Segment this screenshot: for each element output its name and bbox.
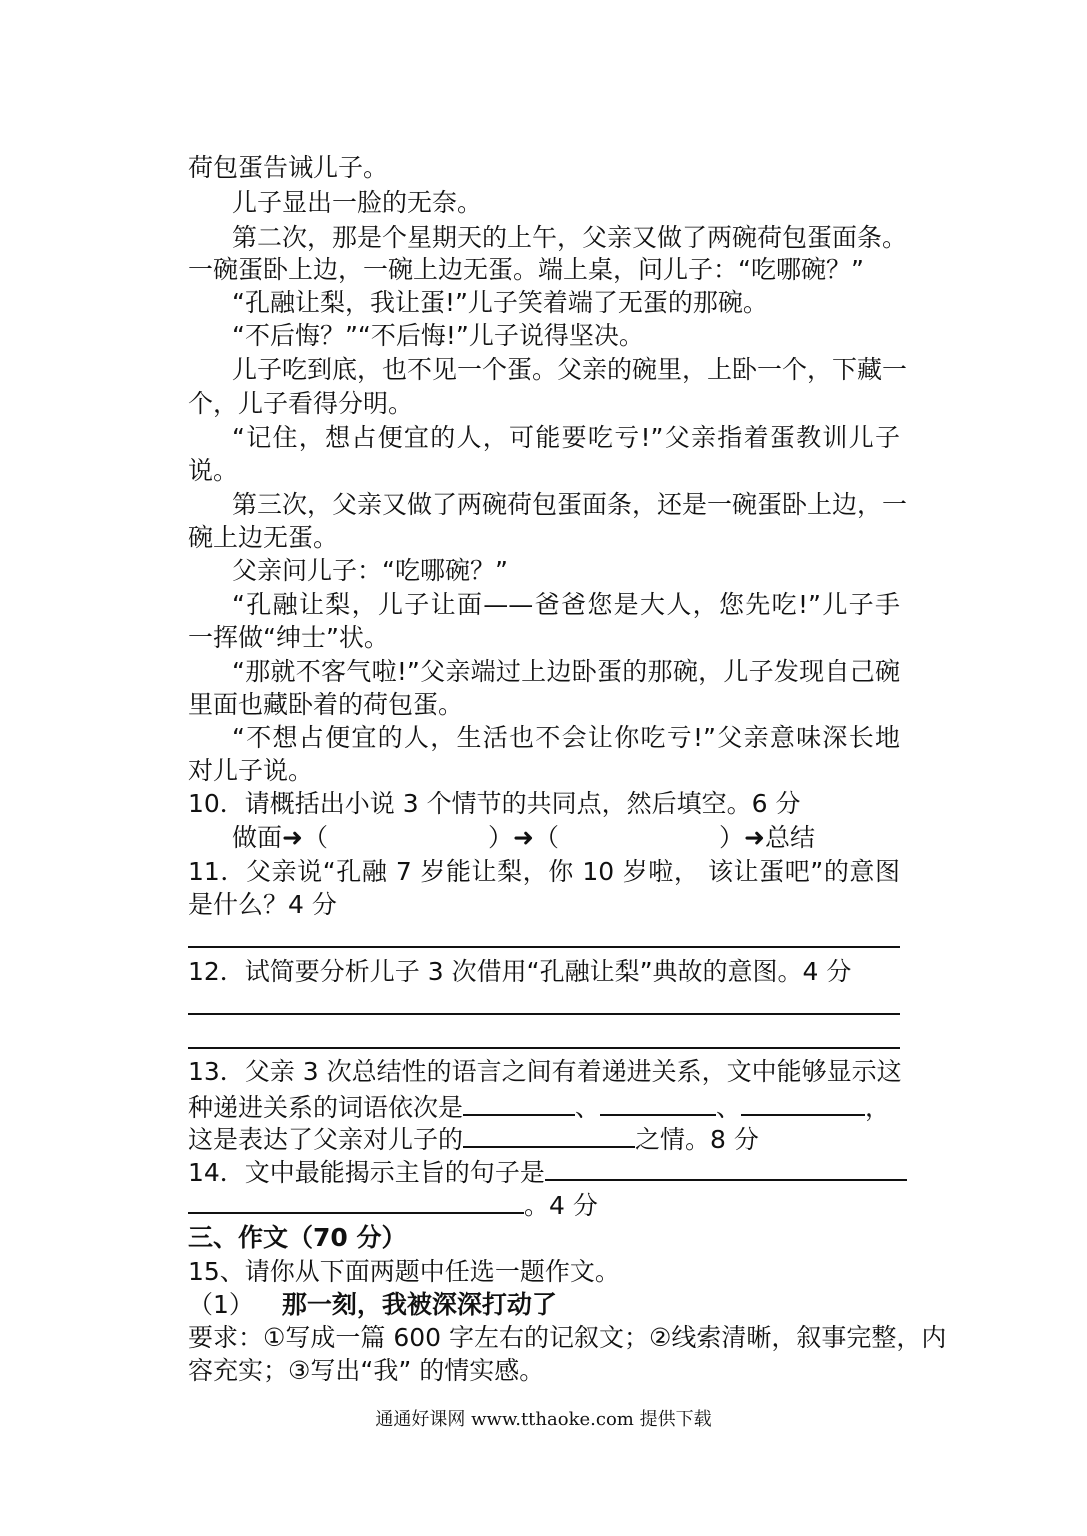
q13-prefix: 种递进关系的词语依次是 — [188, 1093, 464, 1122]
question-13-line1: 13．父亲 3 次总结性的语言之间有着递进关系，文中能够显示这 — [188, 1057, 902, 1086]
story-line: 第二次，那是个星期天的上午，父亲又做了两碗荷包蛋面条。 — [232, 223, 908, 252]
separator: 、 — [716, 1093, 742, 1122]
essay-topic — [188, 1289, 900, 1321]
question-13-line3 — [188, 1122, 900, 1154]
story-line: “那就不客气啦!”父亲端过上边卧蛋的那碗，儿子发现自己碗 — [232, 657, 900, 686]
arrow-icon: ➜ — [513, 823, 534, 852]
requirement-line2: 容充实；③写出“我” 的情实感。 — [188, 1356, 545, 1385]
topic-title: 那一刻，我被深深打动了 — [281, 1290, 557, 1319]
question-11-line2: 是什么？4 分 — [188, 890, 337, 919]
answer-blank-13c[interactable] — [741, 1090, 865, 1116]
story-line: “记住，想占便宜的人，可能要吃亏!”父亲指着蛋教训儿子 — [232, 423, 900, 452]
requirement-line1: 要求：①写成一篇 600 字左右的记叙文；②线索清晰，叙事完整，内 — [188, 1323, 947, 1352]
answer-blank-14a[interactable] — [545, 1155, 907, 1181]
story-line: “孔融让梨，儿子让面——爸爸您是大人，您先吃!”儿子手 — [232, 590, 900, 619]
story-line: 父亲问儿子：“吃哪碗？” — [232, 556, 508, 585]
story-line: 第三次，父亲又做了两碗荷包蛋面条，还是一碗蛋卧上边，一 — [232, 490, 908, 519]
story-line: 荷包蛋告诫儿子。 — [188, 153, 389, 182]
topic-number: （1） — [188, 1290, 254, 1319]
separator: 、 — [575, 1093, 601, 1122]
page-footer: 通通好课网 www.tthaoke.com 提供下载 — [375, 1409, 712, 1430]
question-14-cont — [188, 1188, 900, 1220]
answer-line-12b[interactable] — [188, 1047, 900, 1049]
question-13-line2 — [188, 1090, 900, 1122]
story-line: “不想占便宜的人，生活也不会让你吃亏!”父亲意味深长地 — [232, 723, 900, 752]
story-line: 说。 — [188, 456, 239, 485]
answer-blank-13b[interactable] — [600, 1090, 716, 1116]
q14-suffix: 。4 分 — [524, 1191, 598, 1220]
story-line: 个，儿子看得分明。 — [188, 389, 414, 418]
q13-prefix2: 这是表达了父亲对儿子的 — [188, 1125, 464, 1154]
paren-close: ） — [718, 823, 744, 852]
question-11-line1: 11．父亲说“孔融 7 岁能让梨，你 10 岁啦， 该让蛋吧”的意图 — [188, 857, 900, 886]
question-10-flow — [232, 822, 900, 854]
answer-blank-14b[interactable] — [188, 1188, 524, 1214]
story-line: 一挥做“绅士”状。 — [188, 623, 389, 652]
question-10: 10．请概括出小说 3 个情节的共同点，然后填空。6 分 — [188, 789, 801, 818]
answer-line-12a[interactable] — [188, 1013, 900, 1015]
story-line: 碗上边无蛋。 — [188, 523, 339, 552]
q13-suffix: 之情。8 分 — [635, 1125, 759, 1154]
story-line: 对儿子说。 — [188, 756, 314, 785]
answer-blank-13a[interactable] — [463, 1090, 575, 1116]
paren-open: （ — [302, 823, 328, 852]
section-heading: 三、作文（70 分） — [188, 1223, 407, 1252]
paren-open: （ — [533, 823, 559, 852]
answer-blank-13d[interactable] — [463, 1122, 635, 1148]
question-12: 12．试简要分析儿子 3 次借用“孔融让梨”典故的意图。4 分 — [188, 957, 852, 986]
question-15: 15、请你从下面两题中任选一题作文。 — [188, 1257, 620, 1286]
story-line: 儿子显出一脸的无奈。 — [232, 188, 483, 217]
flow-end: 总结 — [764, 823, 815, 852]
arrow-icon: ➜ — [282, 823, 303, 852]
paren-close: ） — [487, 823, 513, 852]
story-line: “孔融让梨，我让蛋!”儿子笑着端了无蛋的那碗。 — [232, 288, 768, 317]
comma: ， — [865, 1093, 891, 1122]
story-line: “不后悔？”“不后悔!”儿子说得坚决。 — [232, 321, 644, 350]
answer-line-11[interactable] — [188, 946, 900, 948]
q14-prefix: 14．文中最能揭示主旨的句子是 — [188, 1158, 545, 1187]
arrow-icon: ➜ — [743, 823, 765, 852]
flow-start: 做面 — [232, 823, 283, 852]
story-line: 里面也藏卧着的荷包蛋。 — [188, 690, 464, 719]
story-line: 儿子吃到底，也不见一个蛋。父亲的碗里，上卧一个，下藏一 — [232, 355, 908, 384]
story-line: 一碗蛋卧上边，一碗上边无蛋。端上桌，问儿子：“吃哪碗？” — [188, 255, 864, 284]
question-14 — [188, 1155, 900, 1187]
